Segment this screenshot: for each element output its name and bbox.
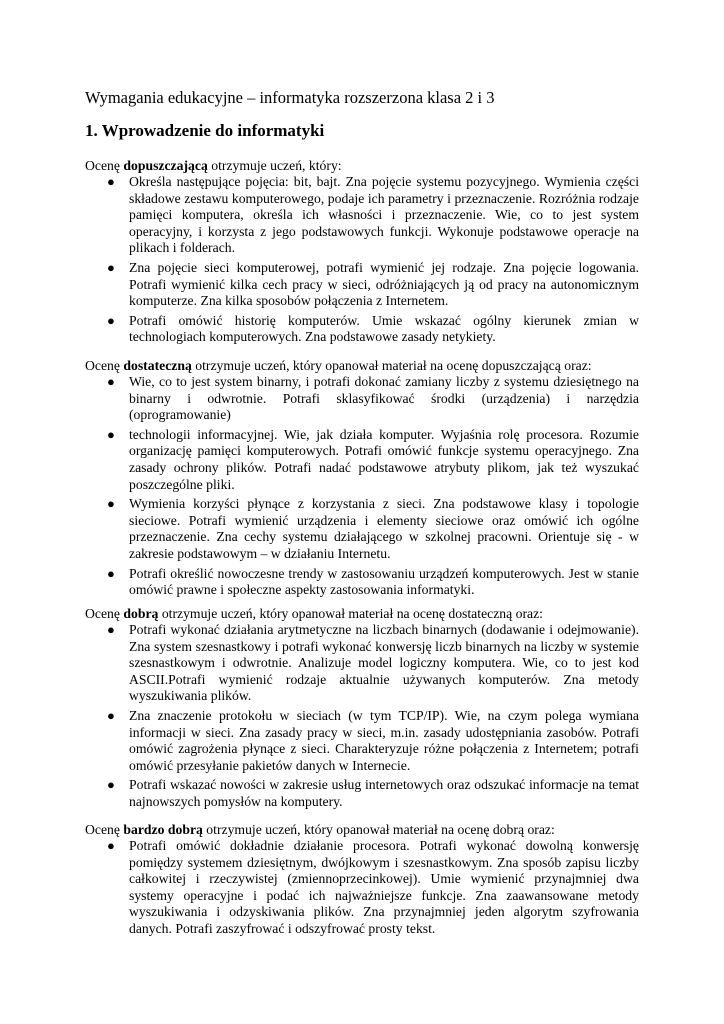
grade-intro-dopuszczajaca: Ocenę dopuszczającą otrzymuje uczeń, który: (85, 158, 342, 173)
list-item: ● Zna znaczenie protokołu w sieciach (w tym TCP/IP). Wie, na czym polega wymiana informacji w sieci. Zna zasady pracy w sieci, m.in. zasady udostępniania zasobów. Potrafi omówić zagrożenia płynące z sieci. Charakteryzuje różne połączenia z Internetem; potrafi omówić przesyłanie pakietów danych w Internecie. (107, 707, 639, 773)
grade-name: dopuszczającą (123, 158, 208, 173)
requirements-list-dopuszczajaca (107, 174, 639, 349)
list-item: ● Wymienia korzyści płynące z korzystania z sieci. Zna podstawowe klasy i topologie sieciowe. Potrafi wymienić urządzenia i elementy sieciowe oraz omówić ich ogólne przeznaczenie. Zna cechy systemu działającego w szkolnej pracowni. Orientuje się - w zakresie podstawowym – w działaniu Internetu. (107, 496, 639, 561)
document-title: Wymagania edukacyjne – informatyka rozszerzona klasa 2 i 3 (85, 88, 495, 107)
bullet-icon: ● (107, 707, 115, 723)
bullet-icon: ● (107, 312, 115, 328)
grade-intro-bardzo-dobra: Ocenę bardzo dobrą otrzymuje uczeń, który opanował materiał na ocenę dobrą oraz: (85, 822, 555, 837)
list-item: ● Wie, co to jest system binarny, i potrafi dokonać zamiany liczby z systemu dziesiętnego na binarny i odwrotnie. Potrafi sklasyfikować środki (urządzenia) i narzędzia (oprogramowanie) (107, 374, 639, 423)
bullet-icon: ● (107, 777, 115, 793)
list-item: ● Potrafi wskazać nowości w zakresie usług internetowych oraz odszukać informacje na temat najnowszych pomysłów na komputery. (107, 777, 639, 809)
bullet-icon: ● (107, 496, 115, 512)
section-title: 1. Wprowadzenie do informatyki (85, 121, 325, 140)
list-item: ● Potrafi omówić dokładnie działanie procesora. Potrafi wykonać dowolną konwersję pomiędzy systemem dziesiętnym, dwójkowym i szesnastkowym. Zna sposób zapisu liczby całkowitej i rzeczywistej (zmiennoprzecinkowej). Umie wymienić przynajmniej dwa systemy operacyjne i podać ich najważniejsze funkcje. Zna zaawansowane metody wyszukiwania i odzyskiwania plików. Zna przynajmniej jeden algorytm szyfrowania danych. Potrafi zaszyfrować i odszyfrować prosty tekst. (107, 838, 639, 936)
grade-intro-dobra: Ocenę dobrą otrzymuje uczeń, który opanował materiał na ocenę dostateczną oraz: (85, 606, 543, 621)
bullet-icon: ● (107, 622, 115, 637)
grade-name: dobrą (123, 606, 159, 621)
requirements-list-bardzo-dobra (107, 838, 639, 941)
requirements-list-dostateczna (107, 374, 639, 602)
bullet-icon: ● (107, 259, 115, 275)
bullet-icon: ● (107, 374, 115, 389)
requirements-list-dobra (107, 622, 639, 814)
list-item: ● Zna pojęcie sieci komputerowej, potrafi wymienić jej rodzaje. Zna pojęcie logowania. Potrafi wymienić kilka cech pracy w sieci, odróżniających ją od pracy na autonomicznym komputerze. Zna kilka sposobów połączenia z Internetem. (107, 259, 639, 309)
list-item: ● Potrafi określić nowoczesne trendy w zastosowaniu urządzeń komputerowych. Jest w stanie omówić prawne i społeczne aspekty zastosowania informatyki. (107, 565, 639, 598)
list-item: ● Określa następujące pojęcia: bit, bajt. Zna pojęcie systemu pozycyjnego. Wymienia części składowe zestawu komputerowego, podaje ich parametry i przeznaczenie. Rozróżnia rodzaje pamięci komputera, określa ich własności i przeznaczenie. Wie, co to jest system operacyjny, i korzysta z jego podstawowych funkcji. Wykonuje podstawowe operacje na plikach i folderach. (107, 174, 639, 256)
bullet-icon: ● (107, 565, 115, 581)
bullet-icon: ● (107, 426, 115, 442)
bullet-icon: ● (107, 838, 115, 853)
grade-name: dostateczną (123, 358, 192, 373)
list-item: ● Potrafi wykonać działania arytmetyczne na liczbach binarnych (dodawanie i odejmowanie). Zna system szesnastkowy i potrafi wykonać konwersję liczb binarnych na liczby w systemie szesnastkowym i odwrotnie. Analizuje model logiczny komputera. Wie, co to jest kod ASCII.Potrafi wymienić rodzaje aktualnie używanych komputerów. Zna metody wyszukiwania plików. (107, 622, 639, 704)
grade-name: bardzo dobrą (123, 822, 203, 837)
grade-intro-dostateczna: Ocenę dostateczną otrzymuje uczeń, który opanował materiał na ocenę dopuszczającą oraz: (85, 358, 592, 373)
bullet-icon: ● (107, 174, 115, 189)
list-item: ● technologii informacyjnej. Wie, jak działa komputer. Wyjaśnia rolę procesora. Rozumie organizację pamięci komputerowych. Potrafi omówić funkcje systemu operacyjnego. Zna zasady ochrony plików. Potrafi nadać podstawowe atrybuty plikom, jak też wyszukać poszczególne pliki. (107, 426, 639, 492)
list-item: ● Potrafi omówić historię komputerów. Umie wskazać ogólny kierunek zmian w technologiach komputerowych. Zna podstawowe zasady netykiety. (107, 312, 639, 345)
